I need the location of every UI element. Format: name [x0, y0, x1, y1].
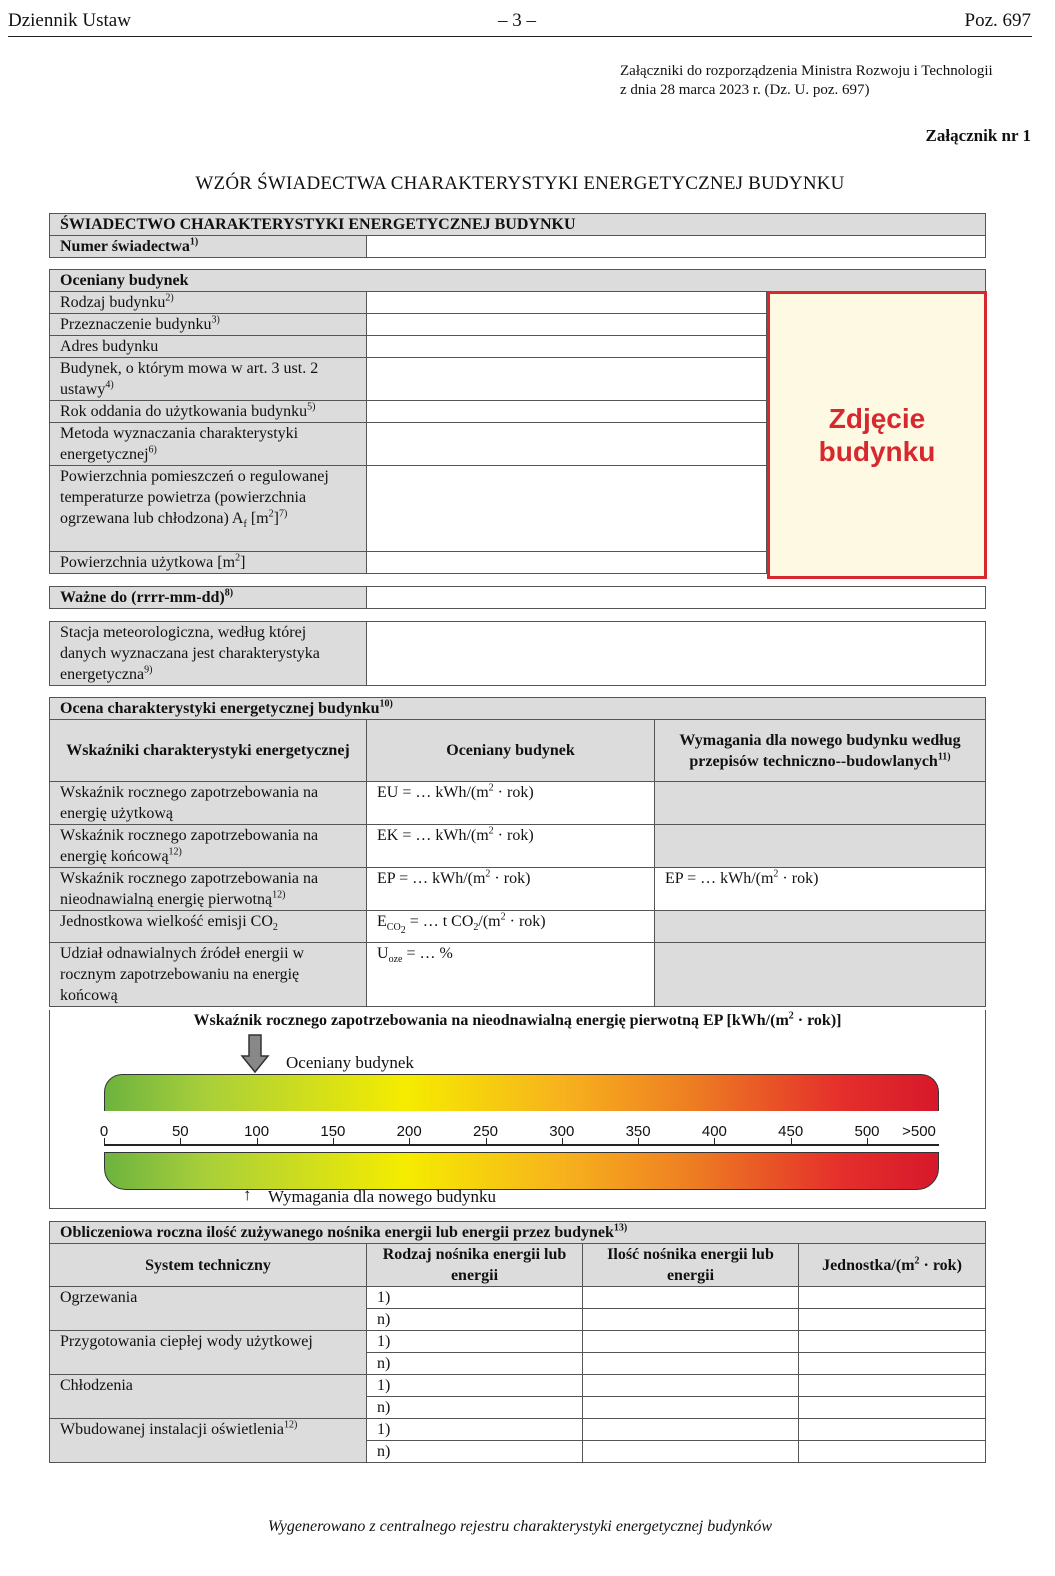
lighting-unit-1[interactable]	[799, 1419, 986, 1441]
document-title: WZÓR ŚWIADECTWA CHARAKTERYSTYKI ENERGETYCZNEJ BUDYNKU	[195, 173, 845, 194]
position-number: Poz. 697	[964, 10, 1031, 31]
certificate-number-label: Numer świadectwa$^{1)}$	[50, 236, 367, 258]
ep-label: Wskaźnik rocznego zapotrzebowania na nieodnawialną energię pierwotną$^{12)}$	[50, 868, 367, 911]
certificate-heading: ŚWIADECTWO CHARAKTERYSTYKI ENERGETYCZNEJ BUDYNKU	[50, 214, 986, 236]
usable-area-field[interactable]	[367, 552, 767, 574]
heating-amount-1[interactable]	[583, 1287, 799, 1309]
art3-field[interactable]	[367, 358, 767, 401]
cooling-carrier-1[interactable]: 1)	[367, 1375, 583, 1397]
usable-area-label: Powierzchnia użytkowa $[m^2]$	[50, 552, 367, 574]
ek-requirement	[655, 825, 986, 868]
hot-water-unit-1[interactable]	[799, 1331, 986, 1353]
lighting-carrier-n[interactable]: n)	[367, 1441, 583, 1463]
scale-axis	[104, 1144, 939, 1146]
heating-amount-n[interactable]	[583, 1309, 799, 1331]
ek-label: Wskaźnik rocznego zapotrzebowania na energię końcową$^{12)}$	[50, 825, 367, 868]
building-type-label: Rodzaj budynku$^{2)}$	[50, 292, 367, 314]
new-building-arrow-icon: ↑	[243, 1185, 252, 1204]
assessed-arrow-icon	[240, 1034, 270, 1074]
hot-water-carrier-1[interactable]: 1)	[367, 1331, 583, 1353]
scale-tick-label: >500	[902, 1123, 936, 1140]
footer-note: Wygenerowano z centralnego rejestru charakterystyki energetycznej budynków	[267, 1518, 773, 1535]
system-column-header: System techniczny	[50, 1244, 367, 1287]
journal-name: Dziennik Ustaw	[8, 10, 131, 31]
cooling-amount-1[interactable]	[583, 1375, 799, 1397]
lighting-unit-n[interactable]	[799, 1441, 986, 1463]
annex-reference	[620, 62, 993, 100]
photo-label-line1: Zdjęcie	[828, 403, 926, 434]
carrier-type-column-header: Rodzaj nośnika energii lub energii	[367, 1244, 583, 1287]
new-building-label: Wymagania dla nowego budynku	[268, 1187, 496, 1206]
valid-until-table	[49, 586, 986, 609]
building-address-label: Adres budynku	[50, 336, 367, 358]
cooling-carrier-n[interactable]: n)	[367, 1397, 583, 1419]
unit-column-header: Jednostka/$(m^2 \cdot rok)$	[799, 1244, 986, 1287]
cooling-unit-n[interactable]	[799, 1397, 986, 1419]
building-address-field[interactable]	[367, 336, 767, 358]
eu-label: Wskaźnik rocznego zapotrzebowania na energię użytkową	[50, 782, 367, 825]
annex-ref-line2: z dnia 28 marca 2023 r. (Dz. U. poz. 697)	[620, 82, 870, 98]
annex-number: Załącznik nr 1	[925, 126, 1031, 145]
heated-area-label: Powierzchnia pomieszczeń o regulowanej temperaturze powietrza (powierzchnia ogrzewana lub chłodzona) $A_f$ $[m^2]^{7)}$	[50, 466, 367, 552]
year-field[interactable]	[367, 401, 767, 423]
year-label: Rok oddania do użytkowania budynku$^{5)}$	[50, 401, 367, 423]
building-heading: Oceniany budynek	[50, 270, 986, 292]
building-type-field[interactable]	[367, 292, 767, 314]
cooling-unit-1[interactable]	[799, 1375, 986, 1397]
scale-tick-label: 150	[320, 1123, 346, 1140]
annex-ref-line1: Załączniki do rozporządzenia Ministra Rozwoju i Technologii	[620, 63, 993, 79]
co2-value[interactable]: $E_{CO_2}$ = … t $CO_2/(m^2 \cdot rok)$	[367, 911, 655, 943]
hot-water-carrier-n[interactable]: n)	[367, 1353, 583, 1375]
station-label: Stacja meteorologiczna, według której danych wyznaczana jest charakterystyka energetyczna$^{9)}$	[50, 622, 367, 686]
valid-until-field[interactable]	[367, 587, 986, 609]
ek-value[interactable]: EK = … kWh/$(m^2 \cdot rok)$	[367, 825, 655, 868]
certificate-number-field[interactable]	[367, 236, 986, 258]
scale-tick-label: 100	[244, 1123, 270, 1140]
oze-requirement	[655, 943, 986, 1007]
lighting-amount-n[interactable]	[583, 1441, 799, 1463]
header-rule	[8, 36, 1032, 37]
building-purpose-field[interactable]	[367, 314, 767, 336]
hot-water-amount-1[interactable]	[583, 1331, 799, 1353]
method-label: Metoda wyznaczania charakterystyki energetycznej$^{6)}$	[50, 423, 367, 466]
cooling-label: Chłodzenia	[50, 1375, 367, 1419]
heating-carrier-n[interactable]: n)	[367, 1309, 583, 1331]
method-field[interactable]	[367, 423, 767, 466]
certificate-table	[49, 213, 986, 258]
lighting-amount-1[interactable]	[583, 1419, 799, 1441]
lighting-carrier-1[interactable]: 1)	[367, 1419, 583, 1441]
scale-tick-label: 0	[99, 1123, 109, 1140]
oze-value[interactable]: $U_{oze}$ = … %	[367, 943, 655, 1007]
scale-tick-label: 450	[778, 1123, 804, 1140]
building-purpose-label: Przeznaczenie budynku$^{3)}$	[50, 314, 367, 336]
scale-tick-label: 300	[549, 1123, 575, 1140]
scale-tick-label: 350	[625, 1123, 651, 1140]
co2-requirement	[655, 911, 986, 943]
assessed-scale-bar	[104, 1074, 939, 1111]
hot-water-unit-n[interactable]	[799, 1353, 986, 1375]
consumption-heading: Obliczeniowa roczna ilość zużywanego nośnika energii lub energii przez budynek$^{13)}$	[50, 1222, 986, 1244]
assessed-column-header: Oceniany budynek	[367, 720, 655, 782]
lighting-label: Wbudowanej instalacji oświetlenia$^{12)}$	[50, 1419, 367, 1463]
cooling-amount-n[interactable]	[583, 1397, 799, 1419]
scale-tick-label: 200	[396, 1123, 422, 1140]
ep-requirement[interactable]: EP = … kWh/$(m^2 \cdot rok)$	[655, 868, 986, 911]
requirements-column-header: Wymagania dla nowego budynku według przepisów techniczno--budowlanych$^{11)}$	[655, 720, 986, 782]
carrier-amount-column-header: Ilość nośnika energii lub energii	[583, 1244, 799, 1287]
scale-tick-label: 500	[854, 1123, 880, 1140]
hot-water-amount-n[interactable]	[583, 1353, 799, 1375]
indicators-column-header: Wskaźniki charakterystyki energetycznej	[50, 720, 367, 782]
hot-water-label: Przygotowania ciepłej wody użytkowej	[50, 1331, 367, 1375]
consumption-table	[49, 1221, 986, 1463]
heating-carrier-1[interactable]: 1)	[367, 1287, 583, 1309]
page-number: – 3 –	[498, 10, 536, 31]
valid-until-label: Ważne do (rrrr-mm-dd)$^{8)}$	[50, 587, 367, 609]
assessment-table	[49, 697, 986, 1007]
eu-requirement	[655, 782, 986, 825]
heating-unit-n[interactable]	[799, 1309, 986, 1331]
assessed-building-label: Oceniany budynek	[286, 1053, 414, 1072]
scale-tick-label: 50	[171, 1123, 189, 1140]
eu-value[interactable]: EU = … kWh/$(m^2 \cdot rok)$	[367, 782, 655, 825]
heating-label: Ogrzewania	[50, 1287, 367, 1331]
oze-label: Udział odnawialnych źródeł energii w rocznym zapotrzebowaniu na energię końcową	[50, 943, 367, 1007]
requirement-scale-bar	[104, 1152, 939, 1190]
station-field[interactable]	[367, 622, 986, 686]
assessment-heading: Ocena charakterystyki energetycznej budynku$^{10)}$	[50, 698, 986, 720]
heating-unit-1[interactable]	[799, 1287, 986, 1309]
station-table	[49, 621, 986, 686]
building-photo-placeholder[interactable]	[767, 291, 987, 579]
heated-area-field[interactable]	[367, 466, 767, 552]
co2-label: Jednostkowa wielkość emisji $CO_2$	[50, 911, 367, 943]
photo-label-line2: budynku	[818, 436, 936, 467]
scale-tick-label: 250	[472, 1123, 499, 1140]
energy-scale	[49, 1010, 986, 1209]
scale-tick-label: 400	[701, 1123, 727, 1140]
scale-title: Wskaźnik rocznego zapotrzebowania na nieodnawialną energię pierwotną EP $[kWh/(m^2 \cdot rok)]$	[193, 1010, 842, 1029]
art3-label: Budynek, o którym mowa w art. 3 ust. 2 ustawy$^{4)}$	[50, 358, 367, 401]
ep-value[interactable]: EP = … kWh/$(m^2 \cdot rok)$	[367, 868, 655, 911]
